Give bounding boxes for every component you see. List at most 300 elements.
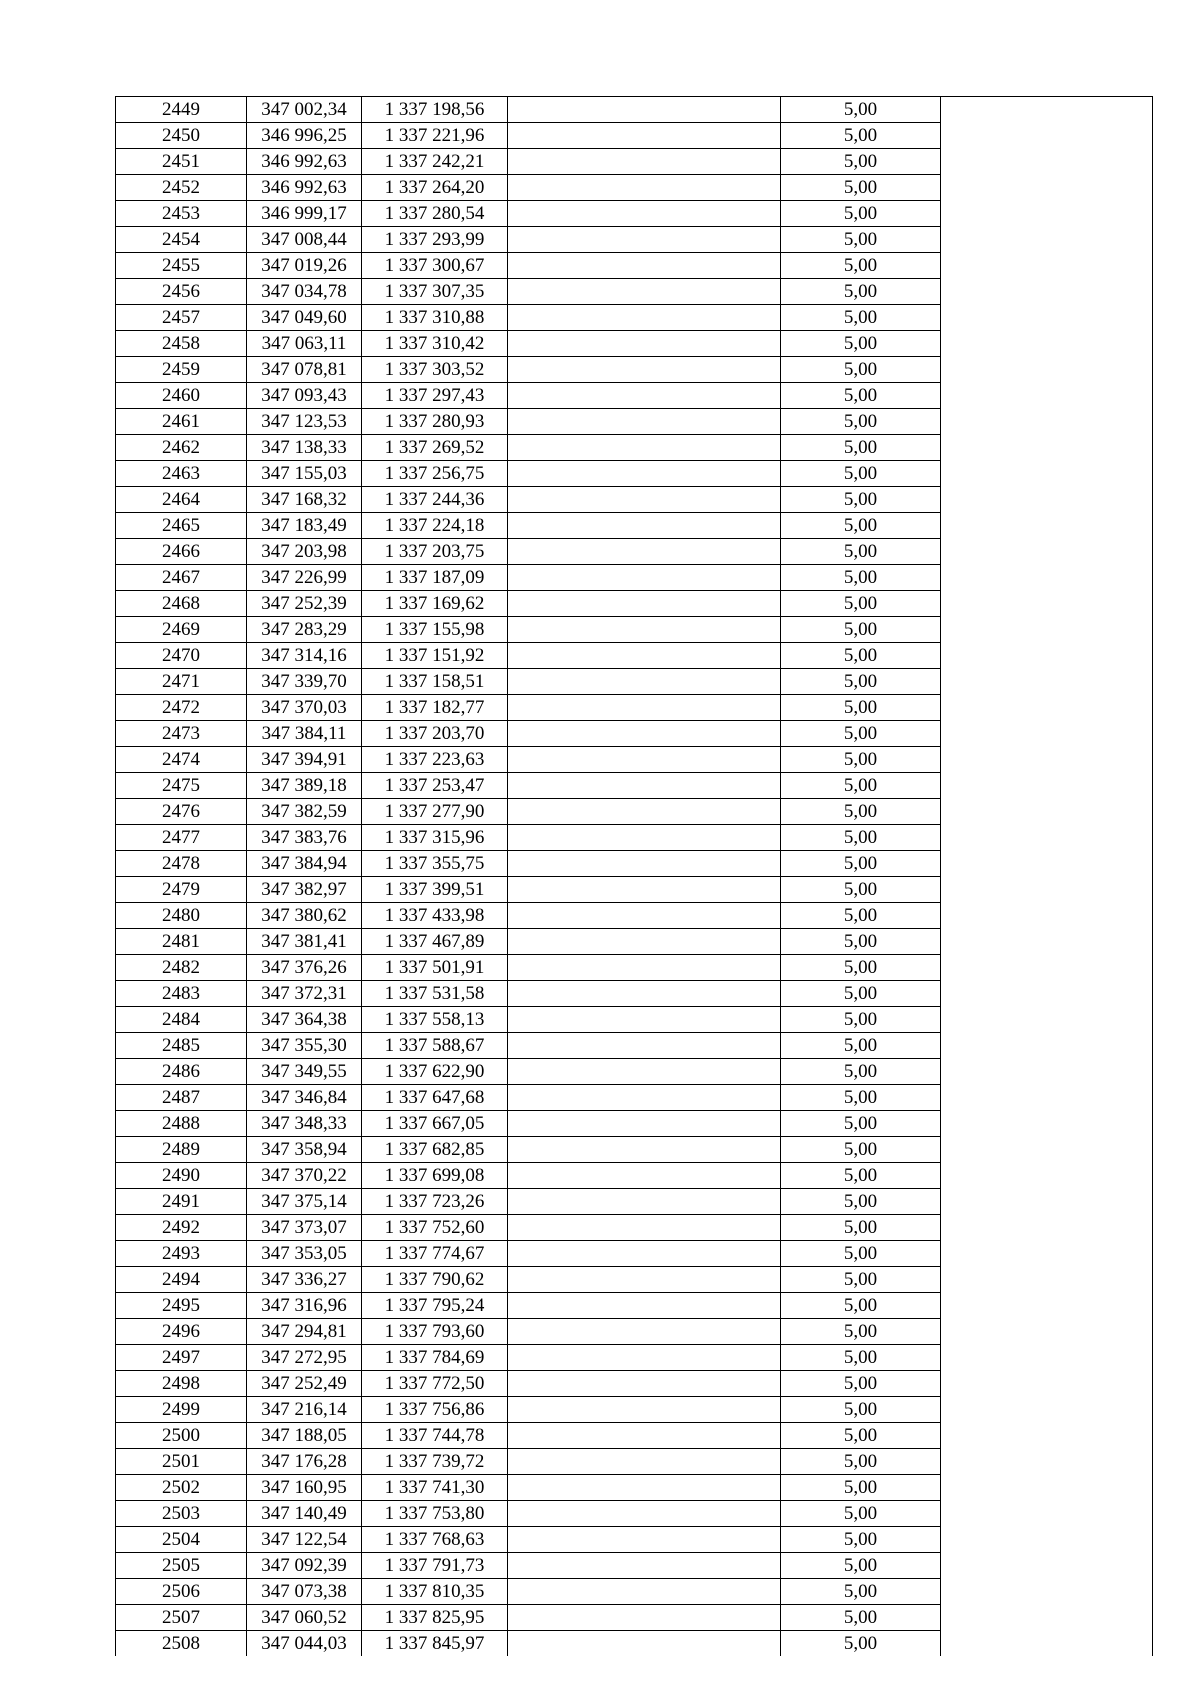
empty-last-cell <box>941 175 1153 201</box>
point-number-cell: 2507 <box>116 1605 247 1631</box>
x-coordinate-cell: 347 294,81 <box>247 1319 362 1345</box>
y-coordinate-cell: 1 337 280,93 <box>362 409 508 435</box>
point-number-cell: 2469 <box>116 617 247 643</box>
point-number-cell: 2486 <box>116 1059 247 1085</box>
empty-cell <box>508 1293 781 1319</box>
point-number-cell: 2473 <box>116 721 247 747</box>
point-number-cell: 2459 <box>116 357 247 383</box>
x-coordinate-cell: 347 093,43 <box>247 383 362 409</box>
value-cell: 5,00 <box>781 1449 941 1475</box>
y-coordinate-cell: 1 337 753,80 <box>362 1501 508 1527</box>
table-row <box>116 721 1153 747</box>
value-cell: 5,00 <box>781 435 941 461</box>
table-row <box>116 773 1153 799</box>
value-cell: 5,00 <box>781 851 941 877</box>
x-coordinate-cell: 347 394,91 <box>247 747 362 773</box>
y-coordinate-cell: 1 337 744,78 <box>362 1423 508 1449</box>
y-coordinate-cell: 1 337 682,85 <box>362 1137 508 1163</box>
y-coordinate-cell: 1 337 793,60 <box>362 1319 508 1345</box>
y-coordinate-cell: 1 337 303,52 <box>362 357 508 383</box>
x-coordinate-cell: 347 002,34 <box>247 97 362 123</box>
table-row <box>116 1423 1153 1449</box>
y-coordinate-cell: 1 337 244,36 <box>362 487 508 513</box>
value-cell: 5,00 <box>781 123 941 149</box>
y-coordinate-cell: 1 337 667,05 <box>362 1111 508 1137</box>
value-cell: 5,00 <box>781 175 941 201</box>
table-row <box>116 1293 1153 1319</box>
y-coordinate-cell: 1 337 198,56 <box>362 97 508 123</box>
value-cell: 5,00 <box>781 201 941 227</box>
x-coordinate-cell: 347 389,18 <box>247 773 362 799</box>
empty-last-cell <box>941 1319 1153 1345</box>
empty-cell <box>508 877 781 903</box>
table-row <box>116 851 1153 877</box>
empty-last-cell <box>941 1215 1153 1241</box>
empty-last-cell <box>941 1501 1153 1527</box>
value-cell: 5,00 <box>781 1631 941 1657</box>
y-coordinate-cell: 1 337 355,75 <box>362 851 508 877</box>
table-row <box>116 331 1153 357</box>
y-coordinate-cell: 1 337 280,54 <box>362 201 508 227</box>
x-coordinate-cell: 347 370,03 <box>247 695 362 721</box>
x-coordinate-cell: 347 123,53 <box>247 409 362 435</box>
coordinates-table <box>115 96 1153 1656</box>
x-coordinate-cell: 347 383,76 <box>247 825 362 851</box>
value-cell: 5,00 <box>781 1007 941 1033</box>
empty-cell <box>508 1501 781 1527</box>
y-coordinate-cell: 1 337 501,91 <box>362 955 508 981</box>
y-coordinate-cell: 1 337 531,58 <box>362 981 508 1007</box>
y-coordinate-cell: 1 337 647,68 <box>362 1085 508 1111</box>
x-coordinate-cell: 347 092,39 <box>247 1553 362 1579</box>
empty-last-cell <box>941 903 1153 929</box>
y-coordinate-cell: 1 337 307,35 <box>362 279 508 305</box>
y-coordinate-cell: 1 337 790,62 <box>362 1267 508 1293</box>
empty-last-cell <box>941 1345 1153 1371</box>
x-coordinate-cell: 347 373,07 <box>247 1215 362 1241</box>
table-row <box>116 955 1153 981</box>
table-row <box>116 1163 1153 1189</box>
x-coordinate-cell: 347 370,22 <box>247 1163 362 1189</box>
x-coordinate-cell: 347 168,32 <box>247 487 362 513</box>
empty-last-cell <box>941 513 1153 539</box>
point-number-cell: 2484 <box>116 1007 247 1033</box>
table-row <box>116 1137 1153 1163</box>
table-row <box>116 1111 1153 1137</box>
table-row <box>116 487 1153 513</box>
value-cell: 5,00 <box>781 331 941 357</box>
x-coordinate-cell: 347 382,59 <box>247 799 362 825</box>
point-number-cell: 2482 <box>116 955 247 981</box>
table-row <box>116 1553 1153 1579</box>
point-number-cell: 2503 <box>116 1501 247 1527</box>
table-row <box>116 175 1153 201</box>
value-cell: 5,00 <box>781 279 941 305</box>
value-cell: 5,00 <box>781 1579 941 1605</box>
x-coordinate-cell: 347 372,31 <box>247 981 362 1007</box>
x-coordinate-cell: 347 226,99 <box>247 565 362 591</box>
table-row <box>116 1527 1153 1553</box>
empty-last-cell <box>941 331 1153 357</box>
value-cell: 5,00 <box>781 929 941 955</box>
y-coordinate-cell: 1 337 182,77 <box>362 695 508 721</box>
value-cell: 5,00 <box>781 1137 941 1163</box>
value-cell: 5,00 <box>781 1345 941 1371</box>
empty-cell <box>508 1553 781 1579</box>
empty-cell <box>508 513 781 539</box>
empty-last-cell <box>941 1475 1153 1501</box>
empty-last-cell <box>941 643 1153 669</box>
point-number-cell: 2491 <box>116 1189 247 1215</box>
y-coordinate-cell: 1 337 772,50 <box>362 1371 508 1397</box>
point-number-cell: 2475 <box>116 773 247 799</box>
table-row <box>116 461 1153 487</box>
empty-last-cell <box>941 1137 1153 1163</box>
empty-last-cell <box>941 565 1153 591</box>
value-cell: 5,00 <box>781 565 941 591</box>
empty-cell <box>508 1137 781 1163</box>
point-number-cell: 2476 <box>116 799 247 825</box>
table-row <box>116 1579 1153 1605</box>
empty-cell <box>508 591 781 617</box>
y-coordinate-cell: 1 337 622,90 <box>362 1059 508 1085</box>
point-number-cell: 2460 <box>116 383 247 409</box>
table-row <box>116 981 1153 1007</box>
empty-cell <box>508 461 781 487</box>
y-coordinate-cell: 1 337 774,67 <box>362 1241 508 1267</box>
x-coordinate-cell: 346 999,17 <box>247 201 362 227</box>
empty-cell <box>508 747 781 773</box>
y-coordinate-cell: 1 337 277,90 <box>362 799 508 825</box>
x-coordinate-cell: 347 382,97 <box>247 877 362 903</box>
table-row <box>116 565 1153 591</box>
y-coordinate-cell: 1 337 300,67 <box>362 253 508 279</box>
point-number-cell: 2504 <box>116 1527 247 1553</box>
value-cell: 5,00 <box>781 227 941 253</box>
empty-cell <box>508 539 781 565</box>
empty-cell <box>508 201 781 227</box>
x-coordinate-cell: 347 019,26 <box>247 253 362 279</box>
value-cell: 5,00 <box>781 721 941 747</box>
empty-last-cell <box>941 981 1153 1007</box>
x-coordinate-cell: 347 384,94 <box>247 851 362 877</box>
table-row <box>116 1475 1153 1501</box>
empty-last-cell <box>941 1085 1153 1111</box>
x-coordinate-cell: 347 283,29 <box>247 617 362 643</box>
empty-last-cell <box>941 279 1153 305</box>
y-coordinate-cell: 1 337 739,72 <box>362 1449 508 1475</box>
empty-cell <box>508 1085 781 1111</box>
empty-last-cell <box>941 617 1153 643</box>
x-coordinate-cell: 347 384,11 <box>247 721 362 747</box>
empty-cell <box>508 123 781 149</box>
point-number-cell: 2449 <box>116 97 247 123</box>
empty-cell <box>508 669 781 695</box>
table-row <box>116 1033 1153 1059</box>
y-coordinate-cell: 1 337 699,08 <box>362 1163 508 1189</box>
value-cell: 5,00 <box>781 513 941 539</box>
x-coordinate-cell: 347 078,81 <box>247 357 362 383</box>
value-cell: 5,00 <box>781 305 941 331</box>
empty-last-cell <box>941 149 1153 175</box>
point-number-cell: 2502 <box>116 1475 247 1501</box>
empty-last-cell <box>941 1397 1153 1423</box>
point-number-cell: 2498 <box>116 1371 247 1397</box>
empty-cell <box>508 799 781 825</box>
y-coordinate-cell: 1 337 558,13 <box>362 1007 508 1033</box>
point-number-cell: 2497 <box>116 1345 247 1371</box>
empty-last-cell <box>941 1449 1153 1475</box>
value-cell: 5,00 <box>781 1319 941 1345</box>
empty-last-cell <box>941 1553 1153 1579</box>
x-coordinate-cell: 347 252,49 <box>247 1371 362 1397</box>
table-row <box>116 1319 1153 1345</box>
y-coordinate-cell: 1 337 158,51 <box>362 669 508 695</box>
point-number-cell: 2501 <box>116 1449 247 1475</box>
x-coordinate-cell: 347 353,05 <box>247 1241 362 1267</box>
y-coordinate-cell: 1 337 224,18 <box>362 513 508 539</box>
value-cell: 5,00 <box>781 747 941 773</box>
empty-cell <box>508 1111 781 1137</box>
empty-last-cell <box>941 669 1153 695</box>
empty-last-cell <box>941 1371 1153 1397</box>
x-coordinate-cell: 347 155,03 <box>247 461 362 487</box>
value-cell: 5,00 <box>781 825 941 851</box>
value-cell: 5,00 <box>781 981 941 1007</box>
table-row <box>116 1501 1153 1527</box>
table-row <box>116 383 1153 409</box>
table-row <box>116 617 1153 643</box>
point-number-cell: 2494 <box>116 1267 247 1293</box>
empty-last-cell <box>941 851 1153 877</box>
point-number-cell: 2464 <box>116 487 247 513</box>
value-cell: 5,00 <box>781 1111 941 1137</box>
value-cell: 5,00 <box>781 643 941 669</box>
empty-last-cell <box>941 1527 1153 1553</box>
empty-last-cell <box>941 1241 1153 1267</box>
table-row <box>116 149 1153 175</box>
empty-cell <box>508 1033 781 1059</box>
table-row <box>116 1215 1153 1241</box>
y-coordinate-cell: 1 337 741,30 <box>362 1475 508 1501</box>
point-number-cell: 2465 <box>116 513 247 539</box>
y-coordinate-cell: 1 337 203,70 <box>362 721 508 747</box>
empty-last-cell <box>941 253 1153 279</box>
value-cell: 5,00 <box>781 695 941 721</box>
y-coordinate-cell: 1 337 399,51 <box>362 877 508 903</box>
table-row <box>116 1397 1153 1423</box>
value-cell: 5,00 <box>781 1293 941 1319</box>
y-coordinate-cell: 1 337 784,69 <box>362 1345 508 1371</box>
x-coordinate-cell: 347 381,41 <box>247 929 362 955</box>
empty-last-cell <box>941 721 1153 747</box>
value-cell: 5,00 <box>781 955 941 981</box>
x-coordinate-cell: 347 375,14 <box>247 1189 362 1215</box>
x-coordinate-cell: 347 160,95 <box>247 1475 362 1501</box>
empty-cell <box>508 1631 781 1657</box>
empty-cell <box>508 253 781 279</box>
coordinates-table-body <box>116 97 1153 1657</box>
x-coordinate-cell: 347 376,26 <box>247 955 362 981</box>
y-coordinate-cell: 1 337 795,24 <box>362 1293 508 1319</box>
value-cell: 5,00 <box>781 1059 941 1085</box>
value-cell: 5,00 <box>781 149 941 175</box>
table-row <box>116 1631 1153 1657</box>
point-number-cell: 2466 <box>116 539 247 565</box>
point-number-cell: 2477 <box>116 825 247 851</box>
empty-last-cell <box>941 227 1153 253</box>
x-coordinate-cell: 347 316,96 <box>247 1293 362 1319</box>
empty-cell <box>508 617 781 643</box>
point-number-cell: 2481 <box>116 929 247 955</box>
value-cell: 5,00 <box>781 1475 941 1501</box>
empty-cell <box>508 903 781 929</box>
y-coordinate-cell: 1 337 253,47 <box>362 773 508 799</box>
x-coordinate-cell: 347 140,49 <box>247 1501 362 1527</box>
value-cell: 5,00 <box>781 773 941 799</box>
value-cell: 5,00 <box>781 591 941 617</box>
empty-cell <box>508 331 781 357</box>
x-coordinate-cell: 347 349,55 <box>247 1059 362 1085</box>
value-cell: 5,00 <box>781 1501 941 1527</box>
empty-cell <box>508 1189 781 1215</box>
table-row <box>116 877 1153 903</box>
table-row <box>116 1345 1153 1371</box>
y-coordinate-cell: 1 337 756,86 <box>362 1397 508 1423</box>
empty-last-cell <box>941 383 1153 409</box>
empty-last-cell <box>941 695 1153 721</box>
value-cell: 5,00 <box>781 669 941 695</box>
point-number-cell: 2500 <box>116 1423 247 1449</box>
point-number-cell: 2454 <box>116 227 247 253</box>
value-cell: 5,00 <box>781 1423 941 1449</box>
empty-last-cell <box>941 955 1153 981</box>
empty-last-cell <box>941 1423 1153 1449</box>
empty-cell <box>508 643 781 669</box>
value-cell: 5,00 <box>781 903 941 929</box>
x-coordinate-cell: 347 044,03 <box>247 1631 362 1657</box>
empty-last-cell <box>941 747 1153 773</box>
point-number-cell: 2496 <box>116 1319 247 1345</box>
point-number-cell: 2508 <box>116 1631 247 1657</box>
y-coordinate-cell: 1 337 433,98 <box>362 903 508 929</box>
value-cell: 5,00 <box>781 539 941 565</box>
table-row <box>116 1241 1153 1267</box>
table-row <box>116 669 1153 695</box>
table-row <box>116 357 1153 383</box>
point-number-cell: 2506 <box>116 1579 247 1605</box>
empty-last-cell <box>941 929 1153 955</box>
empty-last-cell <box>941 1059 1153 1085</box>
value-cell: 5,00 <box>781 97 941 123</box>
empty-last-cell <box>941 1631 1153 1657</box>
y-coordinate-cell: 1 337 242,21 <box>362 149 508 175</box>
table-row <box>116 305 1153 331</box>
x-coordinate-cell: 347 073,38 <box>247 1579 362 1605</box>
value-cell: 5,00 <box>781 357 941 383</box>
x-coordinate-cell: 347 122,54 <box>247 1527 362 1553</box>
empty-last-cell <box>941 461 1153 487</box>
table-row <box>116 929 1153 955</box>
table-row <box>116 279 1153 305</box>
empty-last-cell <box>941 1293 1153 1319</box>
x-coordinate-cell: 347 203,98 <box>247 539 362 565</box>
point-number-cell: 2458 <box>116 331 247 357</box>
y-coordinate-cell: 1 337 310,88 <box>362 305 508 331</box>
empty-cell <box>508 773 781 799</box>
x-coordinate-cell: 347 339,70 <box>247 669 362 695</box>
value-cell: 5,00 <box>781 1371 941 1397</box>
y-coordinate-cell: 1 337 223,63 <box>362 747 508 773</box>
empty-last-cell <box>941 799 1153 825</box>
point-number-cell: 2462 <box>116 435 247 461</box>
x-coordinate-cell: 347 252,39 <box>247 591 362 617</box>
y-coordinate-cell: 1 337 467,89 <box>362 929 508 955</box>
empty-last-cell <box>941 97 1153 123</box>
empty-last-cell <box>941 773 1153 799</box>
point-number-cell: 2456 <box>116 279 247 305</box>
empty-cell <box>508 435 781 461</box>
empty-cell <box>508 1527 781 1553</box>
value-cell: 5,00 <box>781 1189 941 1215</box>
x-coordinate-cell: 347 063,11 <box>247 331 362 357</box>
empty-cell <box>508 1059 781 1085</box>
empty-cell <box>508 1605 781 1631</box>
value-cell: 5,00 <box>781 877 941 903</box>
y-coordinate-cell: 1 337 264,20 <box>362 175 508 201</box>
table-row <box>116 253 1153 279</box>
x-coordinate-cell: 346 992,63 <box>247 149 362 175</box>
y-coordinate-cell: 1 337 187,09 <box>362 565 508 591</box>
point-number-cell: 2489 <box>116 1137 247 1163</box>
point-number-cell: 2483 <box>116 981 247 1007</box>
x-coordinate-cell: 347 348,33 <box>247 1111 362 1137</box>
value-cell: 5,00 <box>781 487 941 513</box>
empty-last-cell <box>941 539 1153 565</box>
table-row <box>116 227 1153 253</box>
value-cell: 5,00 <box>781 409 941 435</box>
empty-last-cell <box>941 435 1153 461</box>
y-coordinate-cell: 1 337 155,98 <box>362 617 508 643</box>
point-number-cell: 2480 <box>116 903 247 929</box>
empty-cell <box>508 825 781 851</box>
empty-cell <box>508 1371 781 1397</box>
x-coordinate-cell: 347 355,30 <box>247 1033 362 1059</box>
empty-cell <box>508 1241 781 1267</box>
point-number-cell: 2492 <box>116 1215 247 1241</box>
value-cell: 5,00 <box>781 1215 941 1241</box>
y-coordinate-cell: 1 337 845,97 <box>362 1631 508 1657</box>
y-coordinate-cell: 1 337 825,95 <box>362 1605 508 1631</box>
table-row <box>116 1605 1153 1631</box>
empty-cell <box>508 97 781 123</box>
empty-cell <box>508 1449 781 1475</box>
empty-cell <box>508 1267 781 1293</box>
value-cell: 5,00 <box>781 253 941 279</box>
table-row <box>116 695 1153 721</box>
point-number-cell: 2471 <box>116 669 247 695</box>
x-coordinate-cell: 347 176,28 <box>247 1449 362 1475</box>
empty-last-cell <box>941 1267 1153 1293</box>
point-number-cell: 2488 <box>116 1111 247 1137</box>
value-cell: 5,00 <box>781 383 941 409</box>
point-number-cell: 2505 <box>116 1553 247 1579</box>
empty-cell <box>508 1163 781 1189</box>
empty-cell <box>508 955 781 981</box>
x-coordinate-cell: 346 992,63 <box>247 175 362 201</box>
x-coordinate-cell: 347 138,33 <box>247 435 362 461</box>
y-coordinate-cell: 1 337 151,92 <box>362 643 508 669</box>
